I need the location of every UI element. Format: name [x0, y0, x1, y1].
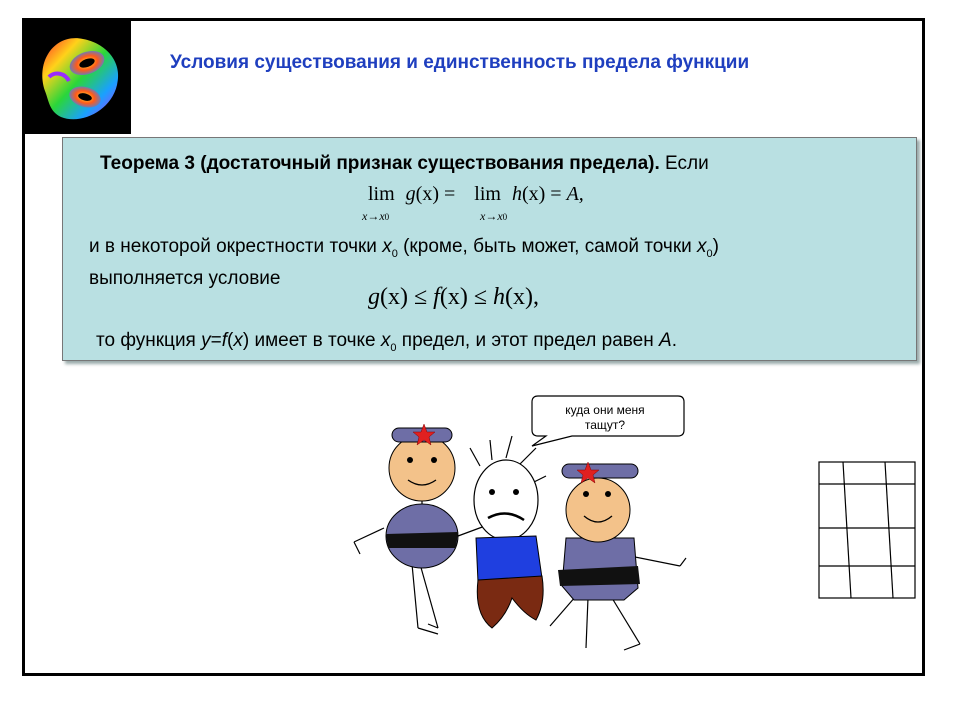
- h-symbol: h: [511, 183, 522, 205]
- speech-bubble-text: [530, 403, 680, 433]
- limit-formula: [362, 183, 584, 223]
- inequality-formula: g(x) ≤ f(x) ≤ h(x),: [368, 284, 539, 310]
- policeman-right: [550, 462, 686, 650]
- prisoner: [470, 436, 546, 628]
- lim-2-subscript: x→x0: [480, 209, 508, 223]
- equals-1: =: [444, 183, 456, 205]
- lim-1: lim: [368, 183, 395, 205]
- lim-1-subscript: x→x0: [362, 209, 390, 223]
- bubble-line-1: куда они меня: [565, 403, 645, 417]
- rainbow-torus-icon: [25, 21, 131, 134]
- jail-bars-grid: [815, 460, 919, 600]
- theorem-heading-line: [100, 153, 709, 175]
- bubble-line-2: тащут?: [584, 418, 626, 432]
- theorem-line-2: и в некоторой окрестности точки $x_0$ (кроме, быть может, самой точки $x_0$): [89, 236, 719, 260]
- g-symbol: g: [405, 183, 416, 205]
- theorem-line-3: выполняется условие: [89, 268, 281, 289]
- policeman-left: [354, 424, 485, 634]
- theorem-heading-tail: Если: [659, 153, 709, 174]
- page-title: Условия существования и единственность предела функции: [170, 52, 750, 73]
- equals-2: =: [550, 183, 562, 205]
- theorem-heading: Теорема 3 (достаточный признак существования предела).: [100, 153, 660, 174]
- theorem-line-4: то функция y=f(x) имеет в точке $x_0$ предел, и этот предел равен A.: [96, 330, 677, 354]
- lim-2: lim: [474, 183, 501, 205]
- g-arg: (x): [415, 183, 439, 205]
- h-arg: (x): [521, 183, 546, 205]
- limit-value: A,: [566, 183, 584, 205]
